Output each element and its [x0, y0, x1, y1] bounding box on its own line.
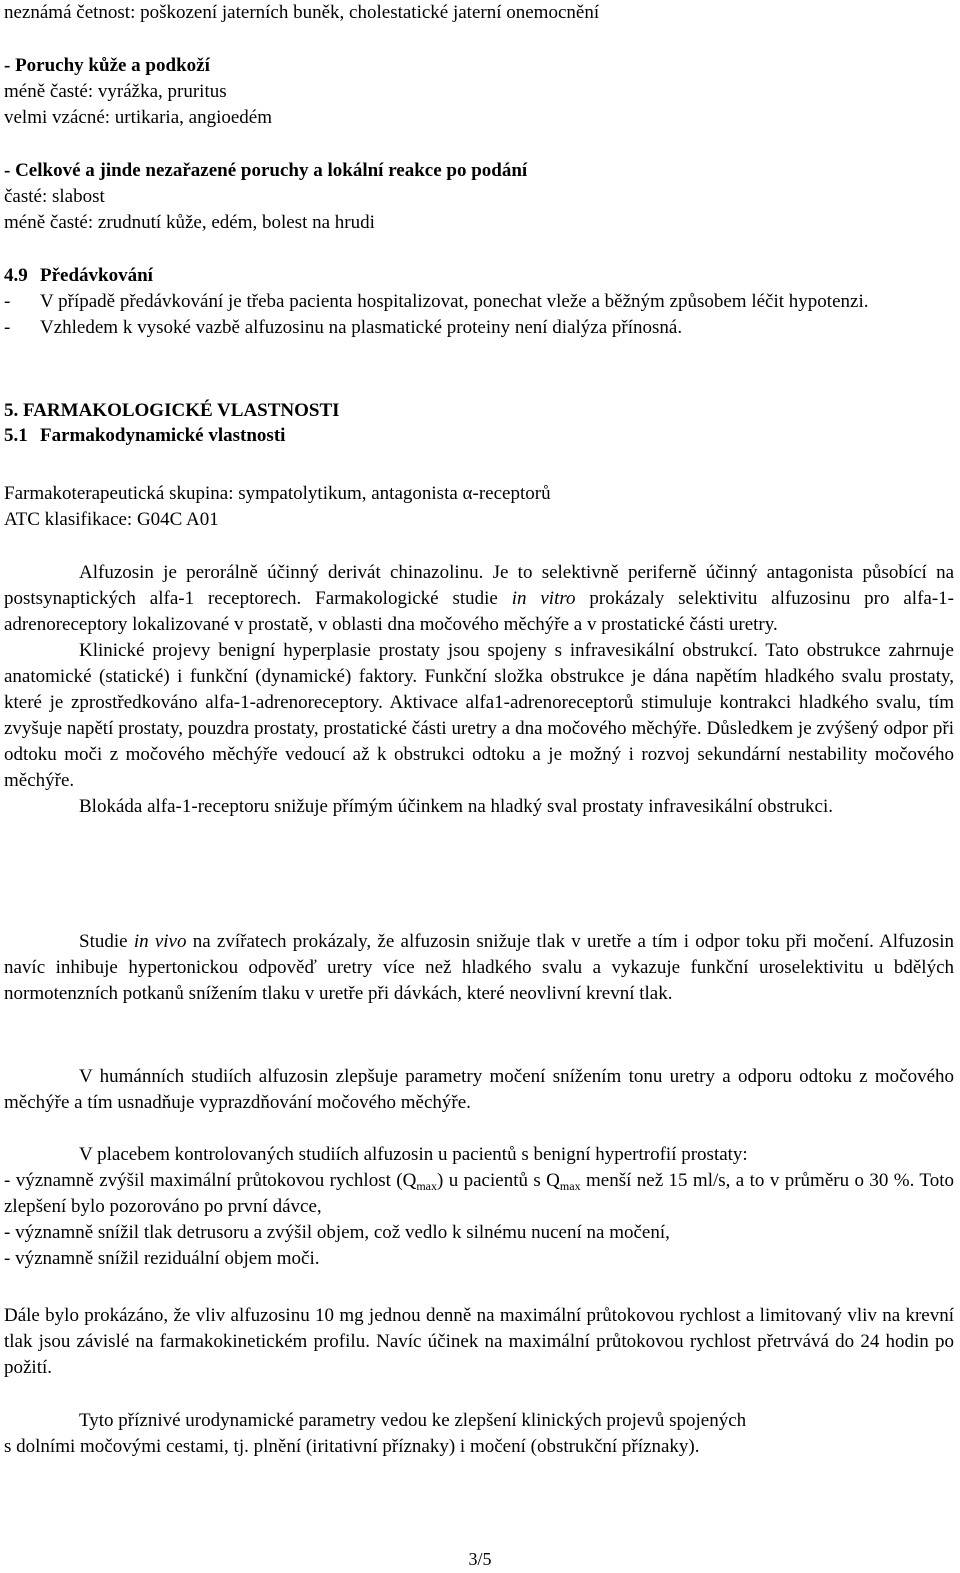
classification — [4, 481, 954, 533]
pharmacodynamics-body — [4, 560, 954, 820]
general-heading: - Celkové a jinde nezařazené poruchy a lokální reakce po podání — [4, 160, 528, 181]
general-line-1: časté: slabost — [4, 186, 105, 207]
placebo-item-3: - významně snížil reziduální objem moči. — [4, 1248, 320, 1269]
general-section — [4, 158, 954, 236]
paragraph-2: Klinické projevy benigní hyperplasie prostaty jsou spojeny s infravesikální obstrukcí. Tato obstrukce zahrnuje anatomické (statické) i funkční (dynamické) faktory. Funkční složka obstrukce je dána napětím hladkého svalu prostaty, které je zprostředkováno alfa-1-adrenoreceptory. Aktivace alfa1-adrenoreceptorů stimuluje kontrakci hladkého svalu, tím zvyšuje napětí prostaty, pouzdra prostaty, prostatické části uretry a dna močového měchýře. Důsledkem je zvýšený odpor při odtoku moči z močového měchýře vedoucí až k obstrukci odtoku a je možný i rozvoj sekundární nestability močového měchýře. — [4, 640, 954, 791]
overdose-bullet-1: - V případě předávkování je třeba pacienta hospitalizovat, ponechat vleže a běžným způsobem léčit hypotenzi. — [4, 291, 869, 312]
paragraph-8-line-2: s dolními močovými cestami, tj. plnění (iritativní příznaky) i močení (obstrukční příznaky). — [4, 1436, 700, 1457]
paragraph-3: Blokáda alfa-1-receptoru snižuje přímým účinkem na hladký sval prostaty infravesikální obstrukci. — [79, 796, 833, 817]
paragraph-8-block — [4, 1408, 954, 1460]
skin-line-1: méně časté: vyrážka, pruritus — [4, 81, 227, 102]
paragraph-4: Studie in vivo na zvířatech prokázaly, že alfuzosin snižuje tlak v uretře a tím i odpor toku při močení. Alfuzosin navíc inhibuje hypertonickou odpověď uretry více než hladkého svalu a vykazuje funkční uroselektivitu u bdělých normotenzních potkanů snížením tlaku v uretře při dávkách, které neovlivní krevní tlak. — [4, 931, 954, 1004]
overdose-bullet-2: - Vzhledem k vysoké vazbě alfuzosinu na plasmatické proteiny není dialýza přínosná. — [4, 317, 683, 338]
pharmacotherapeutic-group: Farmakoterapeutická skupina: sympatolytikum, antagonista α-receptorů — [4, 483, 551, 504]
placebo-item-1: - významně zvýšil maximální průtokovou rychlost $(Q_{max})$ u pacientů s $Q_{max}$ menší než 15 ml/s, a to v průměru o 30 %. Toto zlepšení bylo pozorováno po první dávce, — [4, 1170, 954, 1217]
section-4-9 — [4, 263, 954, 341]
paragraph-5: V humánních studiích alfuzosin zlepšuje parametry močení snížením tonu uretry a odporu odtoku z močového měchýře a tím usnadňuje vyprazdňování močového měchýře. — [4, 1066, 954, 1113]
section-5-title: 5. FARMAKOLOGICKÉ VLASTNOSTI — [4, 400, 340, 421]
section-5-1-title: Farmakodynamické vlastnosti — [40, 425, 286, 446]
paragraph-4-block — [4, 929, 954, 1007]
placebo-studies — [4, 1142, 954, 1272]
section-5-1-number: 5.1 — [4, 425, 28, 446]
section-4-9-heading — [4, 263, 954, 289]
section-4-9-number: 4.9 — [4, 265, 28, 286]
alpha-symbol: α — [462, 483, 473, 504]
paragraph-8-line-1: Tyto příznivé urodynamické parametry vedou ke zlepšení klinických projevů spojených — [79, 1410, 747, 1431]
paragraph-5-block — [4, 1064, 954, 1116]
paragraph-7-block — [4, 1303, 954, 1381]
placebo-item-2: - významně snížil tlak detrusoru a zvýšil objem, což vedlo k silnému nucení na močení, — [4, 1222, 670, 1243]
skin-line-2: velmi vzácné: urtikaria, angioedém — [4, 107, 272, 128]
placebo-intro: V placebem kontrolovaných studiích alfuzosin u pacientů s benigní hypertrofií prostaty: — [79, 1144, 748, 1165]
general-line-2: méně časté: zrudnutí kůže, edém, bolest na hrudi — [4, 212, 375, 233]
page-number: 3/5 — [468, 1549, 492, 1569]
paragraph-1: Alfuzosin je perorálně účinný derivát chinazolinu. Je to selektivně periferně účinný antagonista působící na postsynaptických alfa-1 receptorech. Farmakologické studie in vitro prokázaly selektivitu alfuzosinu pro alfa-1-adrenoreceptory lokalizované v prostatě, v oblasti dna močového měchýře a v prostatické části uretry. — [4, 562, 954, 635]
top-line: neznámá četnost: poškození jaterních buněk, cholestatické jaterní onemocnění — [4, 2, 600, 23]
skin-heading: - Poruchy kůže a podkoží — [4, 55, 210, 76]
atc-code: ATC klasifikace: G04C A01 — [4, 509, 219, 530]
section-5-1-heading — [4, 424, 954, 448]
paragraph-7: Dále bylo prokázáno, že vliv alfuzosinu 10 mg jednou denně na maximální průtokovou rychlost a limitovaný vliv na krevní tlak jsou závislé na farmakokinetickém profilu. Navíc účinek na maximální průtokovou rychlost přetrvává do 24 hodin po požití. — [4, 1305, 954, 1378]
section-5 — [4, 398, 954, 448]
section-4-9-title: Předávkování — [40, 265, 153, 286]
skin-section — [4, 53, 954, 131]
